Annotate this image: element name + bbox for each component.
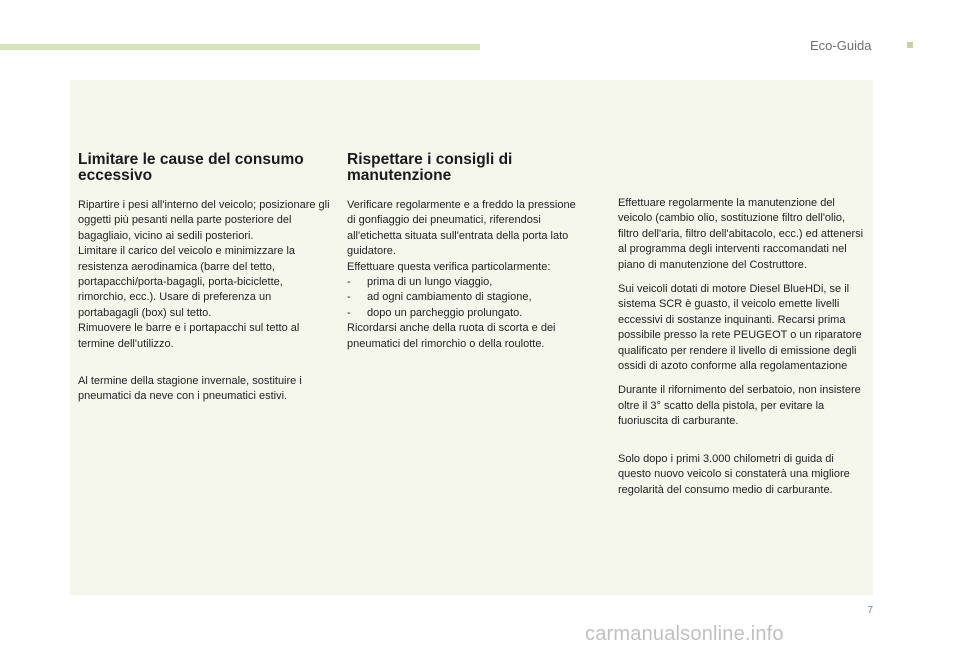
list-item: - prima di un lungo viaggio, (347, 275, 587, 290)
watermark: carmanualsonline.info (585, 623, 784, 645)
list-item: - ad ogni cambiamento di stagione, (347, 290, 587, 305)
paragraph-weights: Ripartire i pesi all'interno del veicolo; posizionare gli oggetti più pesanti nella parte posteriore del bagagliaio, vicino ai sedili posteriori. (78, 199, 330, 242)
section-title: Eco-Guida (810, 38, 872, 53)
paragraph-bluehdi-scr: Sui veicoli dotati di motore Diesel BlueHDi, se il sistema SCR è guasto, il veicolo emette livelli eccessivi di sostanze inquinanti. Recarsi prima possibile presso la rete PEUGEOT o un riparatore qualificato per rendere il livello di emissione degli ossidi di azoto conforme alla regolamentazione (618, 283, 862, 373)
paragraph-load: Limitare il carico del veicolo e minimizzare la resistenza aerodinamica (barre del tetto, portapacchi/porta-bagagli, porta-biciclette, rimorchio, ecc.). Usare di preferenza un portabagagli (box) sul tetto. (78, 245, 296, 319)
column-maintenance-details (618, 196, 868, 498)
paragraph-service: Effettuare regolarmente la manutenzione del veicolo (cambio olio, sostituzione filtro dell'olio, filtro dell'aria, filtro dell'abitacolo, ecc.) ed attenersi al programma degli interventi raccomandati nel piano di manutenzione del Costruttore. (618, 197, 864, 271)
paragraph-first-3000km: Solo dopo i primi 3.000 chilometri di guida di questo nuovo veicolo si constaterà una migliore regolarità del consumo medio di carburante. (618, 452, 850, 496)
header-accent-bar (0, 44, 480, 50)
check-list (347, 275, 587, 321)
paragraph-roof-bars: Rimuovere le barre e i portapacchi sul tetto al termine dell'utilizzo. (78, 322, 300, 350)
paragraph-refuelling: Durante il rifornimento del serbatoio, non insistere oltre il 3° scatto della pistola, per evitare la fuoriuscita di carburante. (618, 384, 861, 428)
section-marker-square (907, 42, 913, 48)
heading-consumption: Limitare le cause del consumo eccessivo (78, 151, 304, 184)
heading-maintenance: Rispettare i consigli di manutenzione (347, 151, 513, 184)
paragraph-tyre-pressure: Verificare regolarmente e a freddo la pressione di gonfiaggio dei pneumatici, riferendosi all'etichetta situata sull'entrata della porta lato guidatore. (347, 199, 576, 258)
paragraph-winter-tyres: Al termine della stagione invernale, sostituire i pneumatici da neve con i pneumatici estivi. (78, 375, 302, 403)
column-consumption (78, 152, 330, 405)
list-item: - dopo un parcheggio prolungato. (347, 306, 587, 321)
paragraph-spare-wheel: Ricordarsi anche della ruota di scorta e dei pneumatici del rimorchio o della roulotte. (347, 322, 556, 350)
paragraph-check-when: Effettuare questa verifica particolarmente: (347, 260, 551, 273)
page-number: 7 (867, 605, 873, 616)
column-maintenance (347, 152, 587, 352)
